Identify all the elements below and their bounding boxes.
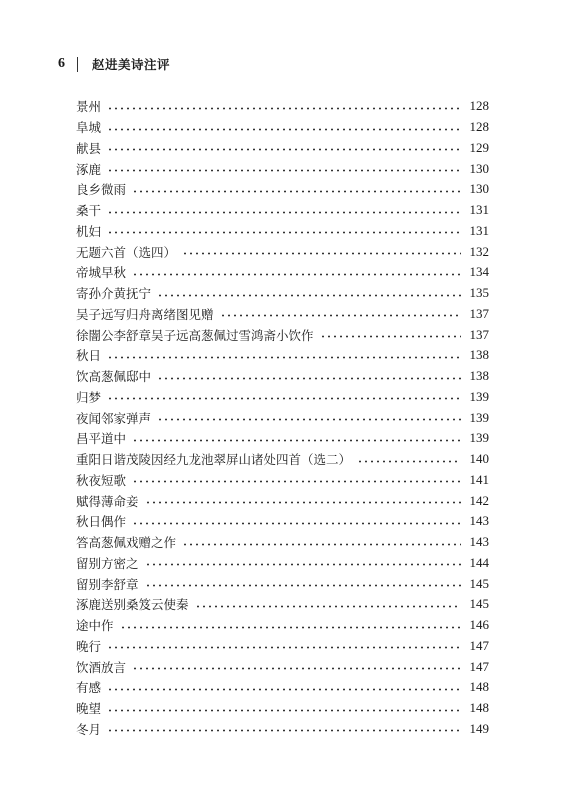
toc-entry-page: 134 [469, 264, 489, 280]
dot-leader [145, 584, 461, 587]
dot-leader [132, 190, 461, 193]
toc-entry-title: 答高葱佩戏赠之作 [76, 535, 177, 551]
toc-entry [76, 532, 489, 553]
dot-leader [157, 377, 461, 380]
toc-entry-page: 143 [469, 534, 489, 550]
toc-entry-page: 140 [469, 451, 489, 467]
toc-entry-page: 128 [469, 98, 489, 114]
dot-leader [132, 667, 461, 670]
toc-entry-title: 吴子远写归舟离绪图见赠 [76, 306, 214, 322]
dot-leader [157, 418, 461, 421]
toc-entry-title: 涿鹿送别桑笈云使秦 [76, 597, 189, 613]
toc-entry [76, 283, 489, 304]
toc-entry-title: 留别方密之 [76, 555, 139, 571]
toc-entry [76, 615, 489, 636]
toc-entry-title: 徐闇公李舒章吴子远高葱佩过雪鸿斋小饮作 [76, 327, 314, 343]
dot-leader [107, 231, 461, 234]
dot-leader [182, 252, 461, 255]
toc-entry [76, 428, 489, 449]
toc-entry-page: 137 [469, 305, 489, 321]
toc-entry-page: 145 [469, 575, 489, 591]
toc-entry-title: 有感 [76, 680, 102, 696]
toc-entry [76, 221, 489, 242]
toc-entry [76, 573, 489, 594]
toc-entry-page: 139 [469, 430, 489, 446]
toc-entry [76, 636, 489, 657]
table-of-contents [76, 96, 489, 739]
dot-leader [107, 646, 461, 649]
dot-leader [132, 439, 461, 442]
dot-leader [107, 107, 461, 110]
toc-entry-title: 秋夜短歌 [76, 472, 127, 488]
toc-entry-page: 131 [469, 222, 489, 238]
toc-entry-page: 128 [469, 119, 489, 135]
toc-entry-title: 重阳日谐茂陵因经九龙池翠屏山诸处四首（选二） [76, 452, 352, 468]
toc-entry-page: 148 [469, 679, 489, 695]
toc-entry [76, 324, 489, 345]
toc-entry-title: 留别李舒章 [76, 576, 139, 592]
running-head [58, 55, 170, 73]
toc-entry-title: 途中作 [76, 618, 114, 634]
toc-entry-title: 夜闻邻家弹声 [76, 410, 152, 426]
toc-entry-page: 149 [469, 720, 489, 736]
dot-leader [107, 211, 461, 214]
dot-leader [107, 148, 461, 151]
toc-entry-page: 135 [469, 285, 489, 301]
toc-entry-page: 143 [469, 513, 489, 529]
toc-entry-title: 赋得薄命妾 [76, 493, 139, 509]
dot-leader [107, 356, 461, 359]
toc-entry-page: 132 [469, 243, 489, 259]
dot-leader [182, 543, 461, 546]
toc-entry-page: 139 [469, 409, 489, 425]
page-number: 6 [58, 56, 65, 71]
toc-entry [76, 96, 489, 117]
toc-entry [76, 490, 489, 511]
toc-entry [76, 407, 489, 428]
toc-entry-page: 129 [469, 139, 489, 155]
dot-leader [357, 460, 461, 463]
toc-entry-title: 良乡微雨 [76, 182, 127, 198]
toc-entry-title: 秋日偶作 [76, 514, 127, 530]
dot-leader [132, 522, 461, 525]
toc-entry-title: 秋日 [76, 348, 102, 364]
dot-leader [107, 729, 461, 732]
toc-entry [76, 553, 489, 574]
dot-leader [195, 605, 461, 608]
toc-entry [76, 241, 489, 262]
toc-entry-title: 无题六首（选四） [76, 244, 177, 260]
toc-entry [76, 179, 489, 200]
toc-entry-page: 138 [469, 347, 489, 363]
toc-entry-page: 145 [469, 596, 489, 612]
dot-leader [120, 626, 461, 629]
toc-entry-title: 归梦 [76, 389, 102, 405]
toc-entry [76, 656, 489, 677]
dot-leader [107, 709, 461, 712]
toc-entry [76, 698, 489, 719]
toc-entry-page: 148 [469, 700, 489, 716]
toc-entry-page: 147 [469, 637, 489, 653]
toc-entry [76, 594, 489, 615]
toc-entry-title: 昌平道中 [76, 431, 127, 447]
dot-leader [145, 563, 461, 566]
dot-leader [320, 335, 461, 338]
dot-leader [107, 128, 461, 131]
toc-entry [76, 719, 489, 740]
toc-entry-title: 饮酒放言 [76, 659, 127, 675]
toc-entry-page: 130 [469, 181, 489, 197]
dot-leader [145, 501, 461, 504]
toc-entry-title: 寄孙介黄抚宁 [76, 286, 152, 302]
toc-entry [76, 200, 489, 221]
toc-entry-title: 晚行 [76, 638, 102, 654]
toc-entry-title: 机妇 [76, 223, 102, 239]
toc-entry [76, 304, 489, 325]
toc-entry-page: 138 [469, 368, 489, 384]
toc-entry-page: 131 [469, 202, 489, 218]
toc-entry-title: 饮高葱佩邸中 [76, 369, 152, 385]
toc-entry-page: 146 [469, 617, 489, 633]
toc-entry [76, 366, 489, 387]
toc-entry [76, 117, 489, 138]
toc-entry-title: 帝城早秋 [76, 265, 127, 281]
toc-entry [76, 511, 489, 532]
dot-leader [107, 688, 461, 691]
toc-entry-title: 景州 [76, 99, 102, 115]
toc-entry [76, 677, 489, 698]
toc-entry-title: 阜城 [76, 120, 102, 136]
toc-entry-title: 涿鹿 [76, 161, 102, 177]
toc-entry-page: 130 [469, 160, 489, 176]
dot-leader [107, 397, 461, 400]
header-divider [77, 57, 78, 72]
toc-entry-page: 147 [469, 658, 489, 674]
toc-entry [76, 158, 489, 179]
toc-entry-page: 137 [469, 326, 489, 342]
toc-entry-title: 冬月 [76, 721, 102, 737]
dot-leader [220, 314, 461, 317]
toc-entry [76, 470, 489, 491]
toc-entry [76, 138, 489, 159]
toc-entry-title: 晚望 [76, 701, 102, 717]
toc-entry-title: 献县 [76, 140, 102, 156]
dot-leader [107, 169, 461, 172]
toc-entry-title: 桑干 [76, 203, 102, 219]
toc-entry-page: 141 [469, 471, 489, 487]
toc-entry-page: 142 [469, 492, 489, 508]
book-title: 赵进美诗注评 [92, 57, 171, 72]
toc-entry-page: 139 [469, 388, 489, 404]
toc-entry-page: 144 [469, 554, 489, 570]
dot-leader [132, 273, 461, 276]
toc-entry [76, 449, 489, 470]
toc-entry [76, 262, 489, 283]
dot-leader [132, 480, 461, 483]
toc-entry [76, 387, 489, 408]
dot-leader [157, 294, 461, 297]
toc-entry [76, 345, 489, 366]
